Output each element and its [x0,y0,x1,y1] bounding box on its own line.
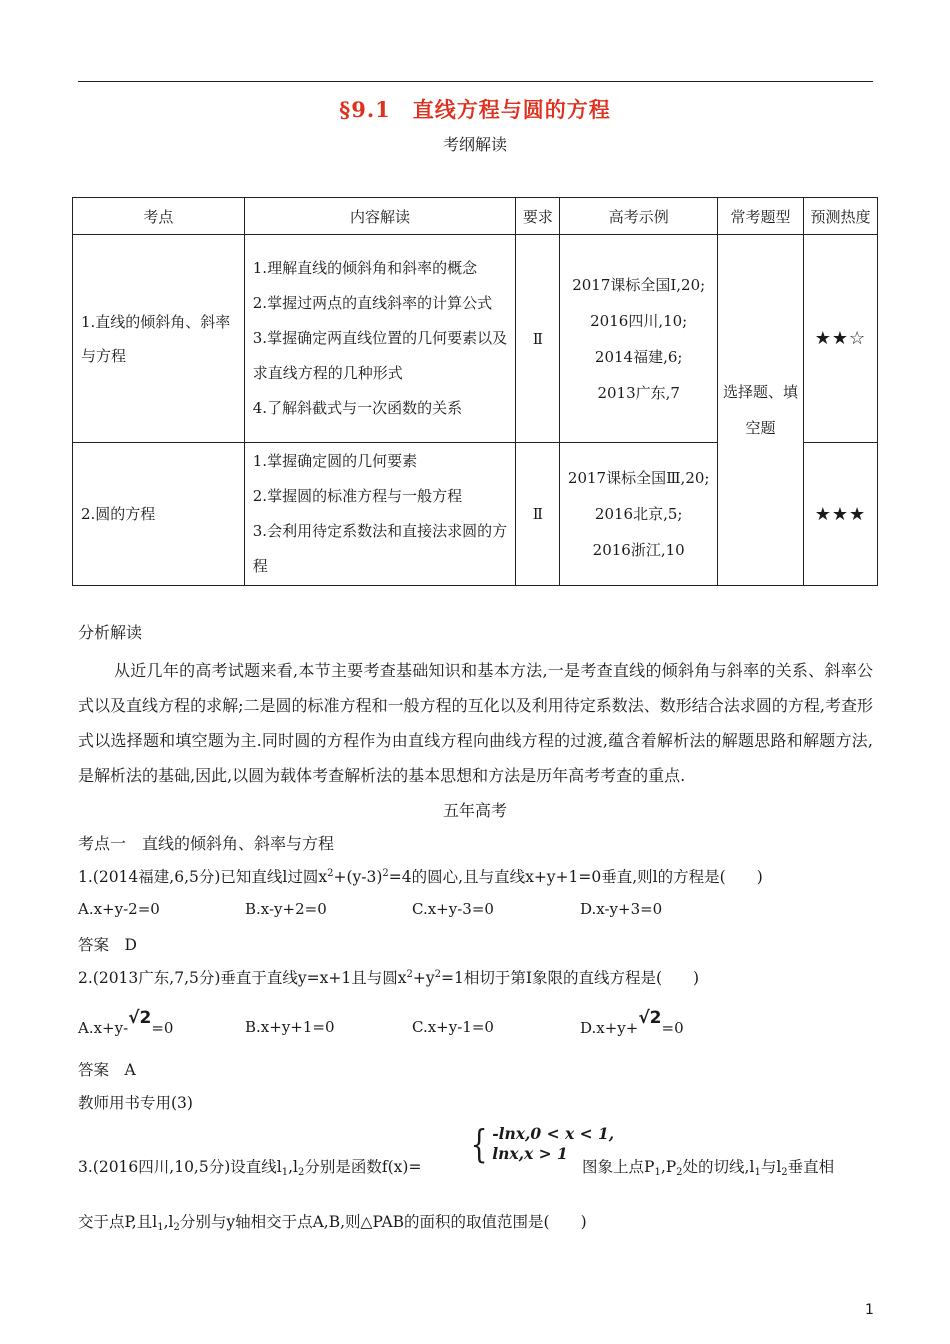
content-item: 4.了解斜截式与一次函数的关系 [252,399,463,417]
content-item: 1.掌握确定圆的几何要素 [252,452,418,470]
heat-rating: ★★☆ [804,235,878,443]
table-header-row [73,198,878,235]
piece-1: -lnx,0 < x < 1, [492,1124,615,1143]
section-title: §9.1 直线方程与圆的方程 [339,97,611,122]
example-item: 2014福建,6; [594,347,683,366]
option-a: A.x+y-√2=0 [78,1008,174,1037]
outline-table [72,197,878,586]
header-cell: 内容解读 [244,198,516,235]
content-cell [244,235,516,443]
example-item: 2017课标全国Ⅰ,20; [572,275,706,294]
question-3-line2: 交于点P,且$l_1,l_2$分别与y轴相交于点A,B,则△PAB的面积的取值范围是( ) [78,1213,587,1233]
option-a: A.x+y-2=0 [78,900,160,918]
table-row [73,235,878,443]
content-cell [244,443,516,586]
example-item: 2016北京,5; [594,505,683,523]
analysis-label: 分析解读 [78,623,143,642]
sqrt-two: √2 [638,1008,662,1028]
example-item: 2016浙江,10 [592,541,685,559]
piece-2: lnx,x > 1 [492,1144,568,1163]
example-item: 2016四川,10; [590,311,688,330]
examples-cell [560,443,718,586]
examples-cell [560,235,718,443]
page-number: 1 [865,1302,874,1318]
teacher-note: 教师用书专用(3) [78,1094,193,1112]
header-rule [78,81,873,82]
option-d: D.x+y+√2=0 [580,1008,684,1037]
content-item: 2.掌握过两点的直线斜率的计算公式 [252,294,493,312]
option-c: C.x+y-1=0 [412,1018,494,1036]
topic-heading: 考点一 直线的倾斜角、斜率与方程 [78,834,335,853]
requirement-level: Ⅱ [516,235,560,443]
header-cell: 考点 [73,198,245,235]
brace-icon: { [470,1122,488,1166]
exam-point: 2.圆的方程 [73,443,245,586]
heat-rating: ★★★ [804,443,878,586]
question-1: 1.(2014福建,6,5分)已知直线l过圆$x^2+(y-3)^2=4$的圆心,且与直线x+y+1=0垂直,则l的方程是( ) [78,868,763,886]
answer-2: 答案 A [78,1061,136,1079]
question-2: 2.(2013广东,7,5分)垂直于直线y=x+1且与圆$x^2+y^2=1$相切于第Ⅰ象限的直线方程是( ) [78,969,700,987]
content-item: 3.会利用待定系数法和直接法求圆的方程 [252,522,508,575]
sqrt-two: √2 [128,1008,152,1028]
exam-point: 1.直线的倾斜角、斜率与方程 [73,235,245,443]
outline-subtitle: 考纲解读 [442,135,507,154]
analysis-paragraph: 从近几年的高考试题来看,本节主要考查基础知识和基本方法,一是考查直线的倾斜角与斜率的关系、斜率公式以及直线方程的求解;二是圆的标准方程和一般方程的互化以及利用待定系数法、数形结合法求圆的方程,考查形式以选择题和填空题为主.同时圆的方程作为由直线方程向曲线方程的过渡,蕴含着解析法的解题思路和解题方法,是解析法的基础,因此,以圆为载体考查解析法的基本思想和方法是历年高考考查的重点. [78,661,873,785]
example-item: 2017课标全国Ⅲ,20; [567,469,710,487]
requirement-level: Ⅱ [516,443,560,586]
header-cell: 要求 [516,198,560,235]
content-item: 3.掌握确定两直线位置的几何要素以及求直线方程的几种形式 [252,329,508,382]
question-3-part2: 图象上点$P_1,P_2$处的切线$,l_1$与$l_2$垂直相 [582,1158,835,1178]
option-b: B.x-y+2=0 [245,900,327,918]
question-type: 选择题、填空题 [718,235,804,586]
option-c: C.x+y-3=0 [412,900,494,918]
option-b: B.x+y+1=0 [245,1018,335,1036]
header-cell: 常考题型 [718,198,804,235]
option-d: D.x-y+3=0 [580,900,663,918]
content-item: 1.理解直线的倾斜角和斜率的概念 [252,259,478,277]
header-cell: 高考示例 [560,198,718,235]
five-years-heading: 五年高考 [442,801,507,820]
answer-1: 答案 D [78,936,137,954]
example-item: 2013广东,7 [597,383,680,402]
header-cell: 预测热度 [804,198,878,235]
question-3-part1: 3.(2016四川,10,5分)设直线$l_1,l_2$分别是函数f(x)= [78,1158,422,1178]
content-item: 2.掌握圆的标准方程与一般方程 [252,487,463,505]
